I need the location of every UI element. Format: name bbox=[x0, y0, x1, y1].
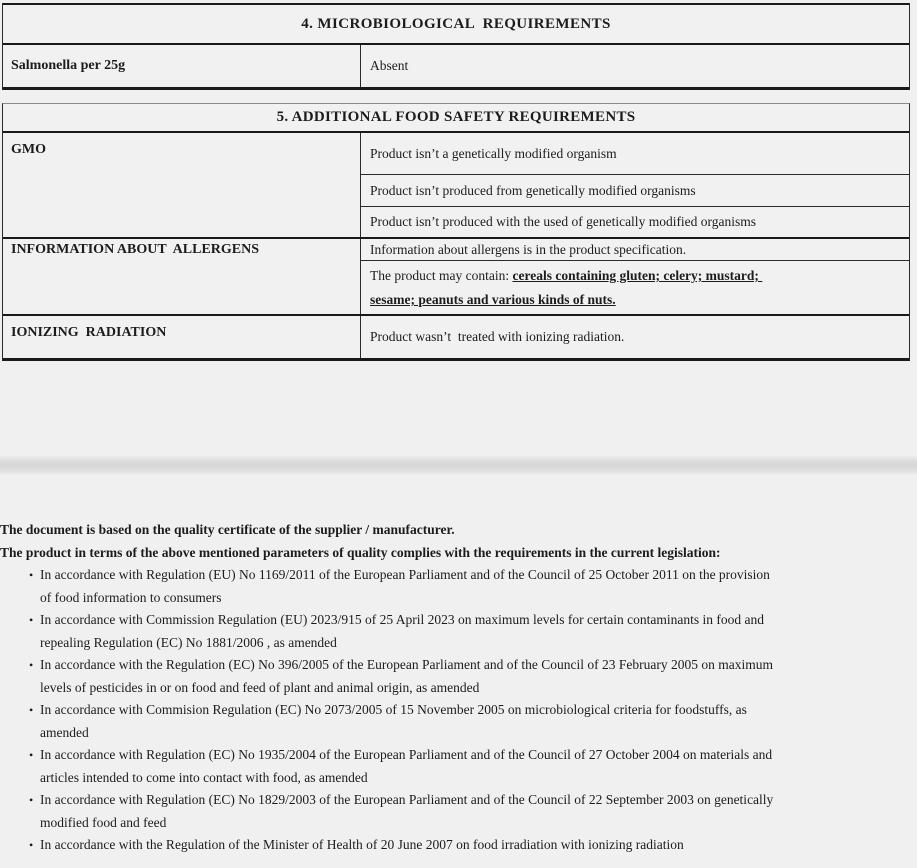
compliance-statement: The product in terms of the above mentioned parameters of quality complies with the requirements in the current legislation: bbox=[0, 544, 721, 560]
microbiological-requirements-table bbox=[2, 3, 910, 90]
allergens-label: INFORMATION ABOUT ALLERGENS bbox=[3, 239, 361, 261]
parameter-label: Salmonella per 25g bbox=[3, 45, 361, 87]
gmo-label: GMO bbox=[3, 133, 361, 175]
regulation-line: In accordance with the Regulation (EC) No 396/2005 of the European Parliament and of the Council of 23 February 2005 on maximum bbox=[40, 657, 773, 672]
table-row bbox=[3, 316, 909, 361]
bullet-icon: • bbox=[29, 568, 34, 582]
regulation-line: repealing Regulation (EC) No 1881/2006 , as amended bbox=[40, 634, 337, 650]
regulation-item bbox=[0, 744, 905, 789]
table-row bbox=[3, 207, 909, 239]
regulation-line: In accordance with Commision Regulation (EC) No 2073/2005 of 15 November 2005 on microbiological criteria for foodstuffs, as bbox=[40, 702, 747, 717]
regulation-line: modified food and feed bbox=[40, 814, 167, 830]
regulation-line: In accordance with Commission Regulation (EU) 2023/915 of 25 April 2023 on maximum levels for certain contaminants in food and bbox=[40, 612, 764, 627]
regulation-item bbox=[0, 834, 905, 857]
may-contain-prefix: The product may contain: bbox=[370, 268, 513, 283]
regulation-item bbox=[0, 564, 905, 609]
may-contain-allergens: sesame; peanuts and various kinds of nuts. bbox=[370, 292, 616, 307]
parameter-value: Absent bbox=[370, 58, 409, 73]
regulation-line: In accordance with Regulation (EC) No 1935/2004 of the European Parliament and of the Council of 27 October 2004 on materials and bbox=[40, 747, 773, 762]
may-contain-allergens: cereals containing gluten; celery; mustard; bbox=[512, 268, 763, 283]
radiation-label: IONIZING RADIATION bbox=[3, 316, 361, 358]
allergens-label-span bbox=[3, 261, 361, 314]
section-4-title: 4. MICROBIOLOGICAL REQUIREMENTS bbox=[3, 3, 909, 45]
radiation-value: Product wasn’t treated with ionizing radiation. bbox=[370, 329, 625, 344]
regulation-line: of food information to consumers bbox=[40, 589, 222, 605]
gmo-label-span bbox=[3, 175, 361, 207]
allergens-may-contain bbox=[361, 261, 909, 314]
table-row bbox=[3, 45, 909, 90]
regulation-item bbox=[0, 654, 905, 699]
bullet-icon: • bbox=[29, 658, 34, 672]
legislation-block bbox=[0, 519, 905, 857]
regulation-line: In accordance with the Regulation of the Minister of Health of 20 June 2007 on food irradiation with ionizing radiation bbox=[40, 837, 684, 852]
regulation-line: In accordance with Regulation (EU) No 1169/2011 of the European Parliament and of the Council of 25 October 2011 on the provision bbox=[40, 567, 770, 582]
bullet-icon: • bbox=[29, 838, 34, 852]
gmo-label-span bbox=[3, 207, 361, 237]
food-safety-requirements-table bbox=[2, 103, 910, 361]
page-break-separator bbox=[0, 455, 917, 475]
bullet-icon: • bbox=[29, 613, 34, 627]
table-row bbox=[3, 175, 909, 207]
document-basis-statement: The document is based on the quality certificate of the supplier / manufacturer. bbox=[0, 522, 455, 537]
section-5-title: 5. ADDITIONAL FOOD SAFETY REQUIREMENTS bbox=[3, 104, 909, 133]
regulation-item bbox=[0, 699, 905, 744]
regulation-line: In accordance with Regulation (EC) No 1829/2003 of the European Parliament and of the Council of 22 September 2003 on genetically bbox=[40, 792, 774, 807]
allergens-info: Information about allergens is in the product specification. bbox=[361, 239, 909, 261]
table-row bbox=[3, 239, 909, 261]
gmo-value: Product isn’t produced from genetically modified organisms bbox=[361, 175, 909, 207]
bullet-icon: • bbox=[29, 703, 34, 717]
regulation-line: levels of pesticides in or on food and feed of plant and animal origin, as amended bbox=[40, 679, 480, 695]
bullet-icon: • bbox=[29, 748, 34, 762]
regulation-item bbox=[0, 789, 905, 834]
gmo-value: Product isn’t produced with the used of genetically modified organisms bbox=[370, 214, 757, 229]
table-row bbox=[3, 133, 909, 175]
regulation-line: articles intended to come into contact with food, as amended bbox=[40, 769, 368, 785]
regulation-line: amended bbox=[40, 724, 89, 740]
gmo-value: Product isn’t a genetically modified organism bbox=[361, 133, 909, 175]
regulation-item bbox=[0, 609, 905, 654]
table-row bbox=[3, 261, 909, 316]
bullet-icon: • bbox=[29, 793, 34, 807]
